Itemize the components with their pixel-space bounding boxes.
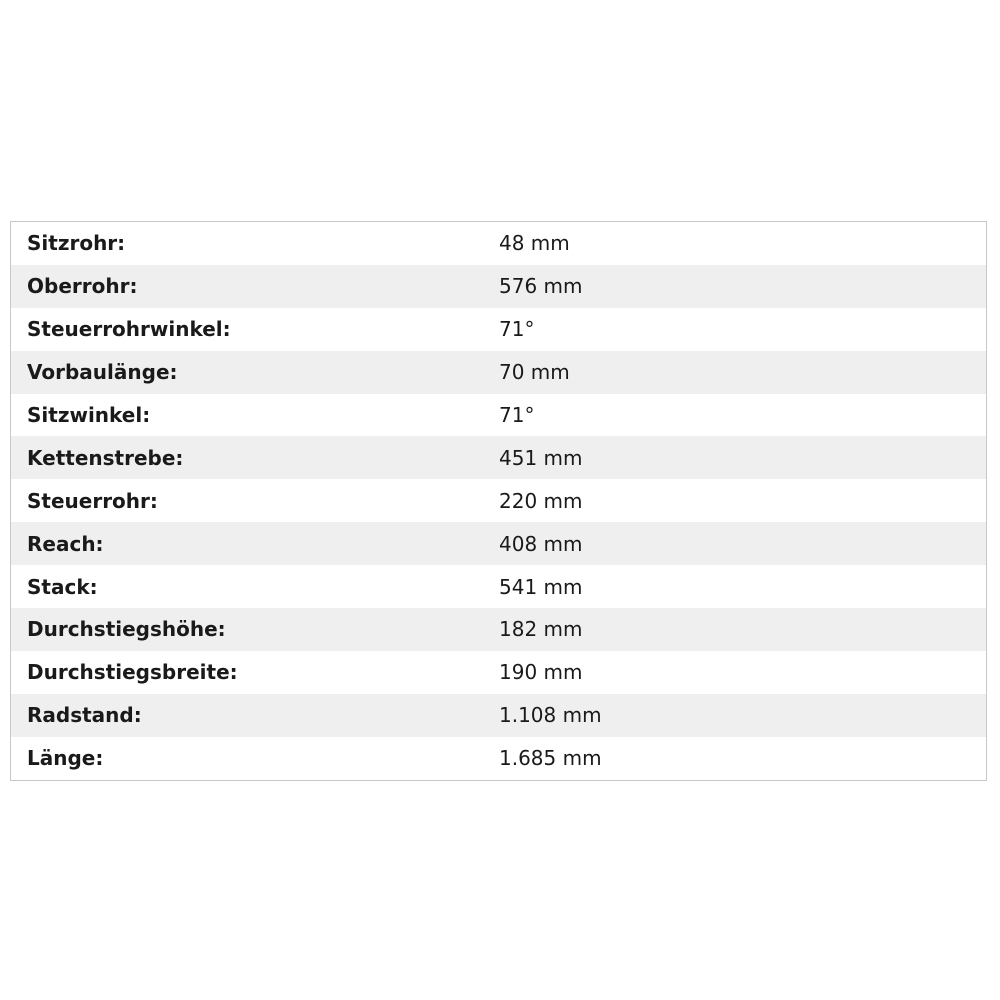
table-row (11, 608, 986, 651)
table-row (11, 694, 986, 737)
table-row (11, 522, 986, 565)
table-row (11, 265, 986, 308)
table-row (11, 308, 986, 351)
spec-label: Durchstiegshöhe: (27, 617, 226, 642)
spec-value: 576 mm (499, 274, 583, 299)
table-row (11, 394, 986, 437)
table-row (11, 479, 986, 522)
spec-value: 182 mm (499, 617, 583, 642)
spec-label: Sitzwinkel: (27, 403, 151, 427)
table-row (11, 436, 986, 479)
spec-label: Steuerrohr: (27, 488, 158, 513)
table-row (11, 351, 986, 394)
spec-label: Vorbaulänge: (27, 360, 178, 385)
geometry-spec-table (10, 221, 987, 781)
spec-value: 71° (499, 317, 535, 342)
spec-value: 541 mm (499, 574, 583, 599)
table-row (11, 222, 986, 265)
spec-value: 70 mm (499, 360, 570, 385)
spec-label: Sitzrohr: (27, 231, 126, 256)
spec-label: Steuerrohrwinkel: (27, 317, 231, 342)
spec-value: 1.685 mm (499, 746, 602, 771)
spec-value: 451 mm (499, 445, 583, 470)
spec-value: 48 mm (499, 231, 570, 256)
table-row (11, 651, 986, 694)
spec-label: Radstand: (27, 703, 142, 728)
spec-value: 408 mm (499, 531, 583, 556)
spec-label: Oberrohr: (27, 274, 138, 299)
spec-label: Kettenstrebe: (27, 445, 184, 470)
spec-label: Länge: (27, 746, 104, 771)
spec-value: 71° (499, 403, 535, 427)
table-row (11, 737, 986, 780)
spec-label: Durchstiegsbreite: (27, 660, 238, 685)
spec-value: 220 mm (499, 488, 583, 513)
spec-value: 1.108 mm (499, 703, 602, 728)
spec-value: 190 mm (499, 660, 583, 685)
table-row (11, 565, 986, 608)
spec-label: Stack: (27, 574, 98, 599)
spec-label: Reach: (27, 531, 104, 556)
